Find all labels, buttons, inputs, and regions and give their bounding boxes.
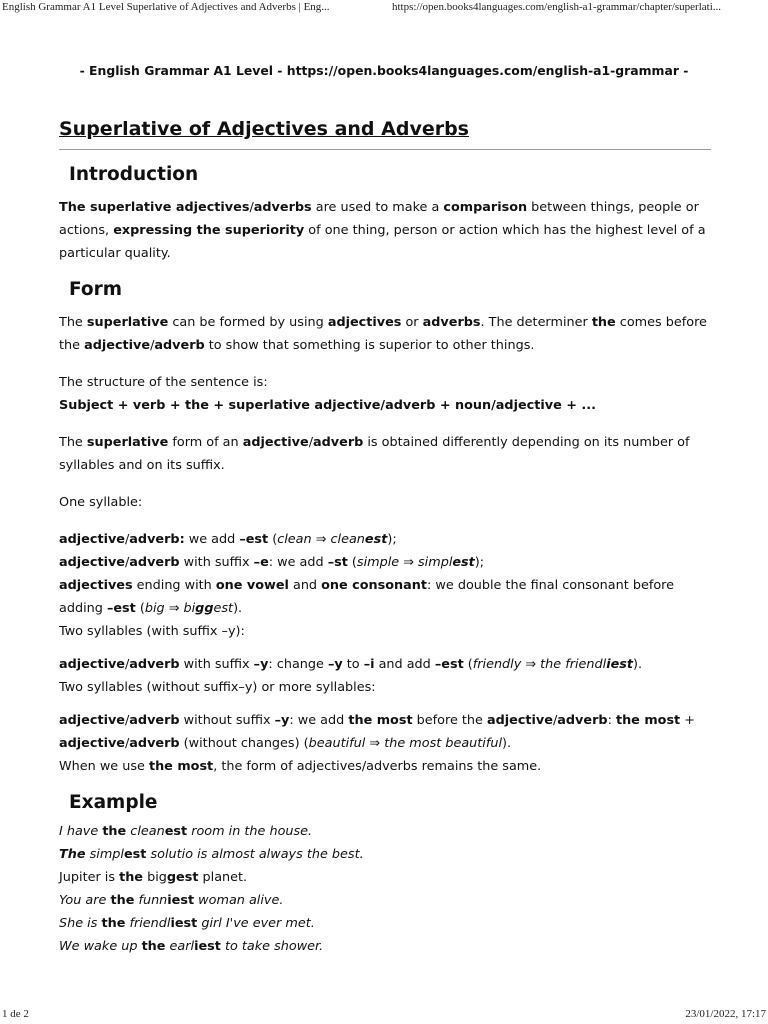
text-italic: girl I've ever met. [197, 916, 315, 931]
text-bold: –e [253, 555, 269, 570]
text-bold: The [59, 847, 86, 862]
text-italic: to take shower. [220, 939, 324, 954]
page-number: 1 de 2 [2, 1008, 29, 1020]
text: ). [502, 736, 512, 751]
text-italic: simpl [85, 847, 124, 862]
text-italic: I have [59, 824, 103, 839]
text: ( [268, 532, 278, 547]
text: with suffix [179, 555, 254, 570]
two-syllables-y-label: Two syllables (with suffix –y): [59, 624, 245, 639]
text: / [124, 555, 130, 570]
text-italic: friendl [125, 916, 171, 931]
text: before the [412, 713, 487, 728]
text-bold: adjective [59, 532, 125, 547]
text-italic: friendly ⇒ the friendl [472, 657, 607, 672]
example-heading: Example [69, 792, 158, 813]
text-bold: one vowel [215, 578, 289, 593]
text-bold-italic: est [452, 555, 475, 570]
text-bold: adjective [242, 435, 309, 450]
example-sentence [59, 866, 711, 889]
text-bold: adjective [59, 736, 125, 751]
text-italic: funn [134, 893, 168, 908]
text: : we add [268, 555, 328, 570]
text: / [124, 736, 130, 751]
rule-one-syllable [59, 528, 711, 551]
print-header-title: English Grammar A1 Level Superlative of Adjectives and Adverbs | Eng... [2, 1, 330, 13]
text-bold: –y [327, 657, 343, 672]
text-bold: adjectives [327, 315, 402, 330]
text-bold: adverbs [253, 200, 312, 215]
text-bold: –est [434, 657, 464, 672]
introduction-paragraph [59, 196, 711, 265]
text-bold: adverb [129, 555, 180, 570]
text: without suffix [179, 713, 275, 728]
text-bold: the [591, 315, 616, 330]
rule-the-most [59, 709, 711, 755]
structure-intro: The structure of the sentence is: [59, 375, 268, 390]
text: of one thing, person or action which has the highest level of a particular quality. [59, 223, 706, 261]
text-bold: est [123, 847, 147, 862]
text-italic: She is [59, 916, 102, 931]
structure-text: Subject + verb + the + superlative adjective/adverb + noun/adjective + ... [59, 398, 596, 413]
rule-vowel-consonant [59, 574, 711, 620]
the-most-note [59, 755, 711, 778]
text-bold: –st [327, 555, 348, 570]
example-sentence [59, 820, 711, 843]
page-title: Superlative of Adjectives and Adverbs [59, 117, 711, 150]
text: with suffix [179, 657, 254, 672]
print-header [0, 0, 768, 18]
text-bold-italic: est [364, 532, 388, 547]
text-italic: beautiful ⇒ the most beautiful [308, 736, 503, 751]
text: ( [135, 601, 145, 616]
text: ). [633, 657, 643, 672]
text-bold: one consonant [321, 578, 428, 593]
text-italic: simple ⇒ simpl [356, 555, 453, 570]
text-italic: You are [59, 893, 111, 908]
one-syllable-label: One syllable: [59, 495, 143, 510]
text-bold: adverb [129, 657, 180, 672]
text: / [124, 532, 130, 547]
text: (without changes) ( [179, 736, 309, 751]
text-bold: the [110, 893, 135, 908]
text-bold: adjective [84, 338, 151, 353]
text-bold: adverb: [129, 532, 185, 547]
text-bold: adjective [486, 713, 553, 728]
text: / [552, 713, 558, 728]
example-sentence [59, 889, 711, 912]
text-italic: We wake up [59, 939, 142, 954]
text: / [308, 435, 314, 450]
text-bold: iest [167, 893, 195, 908]
text-bold: expressing the superiority [113, 223, 305, 238]
text: ( [347, 555, 357, 570]
text-italic: clean [126, 824, 165, 839]
text: big [143, 870, 167, 885]
text: ). [233, 601, 243, 616]
text-italic: est [213, 601, 234, 616]
page-content [59, 117, 711, 958]
text: and add [374, 657, 435, 672]
print-datetime: 23/01/2022, 17:17 [685, 1008, 766, 1020]
text-bold: –est [106, 601, 136, 616]
text-italic: room in the house. [187, 824, 313, 839]
text-bold-italic: iest [606, 657, 634, 672]
text-bold: adverb [129, 736, 180, 751]
text: planet. [198, 870, 248, 885]
two-syllables-no-y-label: Two syllables (without suffix–y) or more syllables: [59, 680, 376, 695]
text-bold: superlative [86, 315, 169, 330]
text: or [401, 315, 423, 330]
text: / [124, 713, 130, 728]
text: Jupiter is [59, 870, 120, 885]
text-bold-italic: gg [195, 601, 214, 616]
text: ( [463, 657, 473, 672]
text: comes before the [59, 315, 707, 353]
text-italic: big ⇒ bi [144, 601, 196, 616]
text: are used to make a [311, 200, 444, 215]
text-bold: –y [274, 713, 290, 728]
rule-suffix-e [59, 551, 711, 574]
suffix-paragraph [59, 431, 711, 477]
example-sentence [59, 935, 711, 958]
text-bold: gest [166, 870, 199, 885]
text-bold: the most [348, 713, 413, 728]
text: can be formed by using [168, 315, 328, 330]
text: we add [184, 532, 240, 547]
text-bold: est [164, 824, 188, 839]
text-bold: the most [148, 759, 214, 774]
running-head: - English Grammar A1 Level - https://open.books4languages.com/english-a1-grammar - [79, 63, 689, 78]
text-bold: the [101, 916, 126, 931]
text-italic: solutio is almost always the best. [146, 847, 364, 862]
text-bold: adjectives [59, 578, 133, 593]
text: / [150, 338, 155, 353]
text-italic: clean ⇒ clean [277, 532, 365, 547]
text-bold: adverb [313, 435, 364, 450]
text-bold: adverb [129, 713, 180, 728]
text-bold: adverb [154, 338, 205, 353]
text: / [124, 657, 130, 672]
text-bold: the [102, 824, 127, 839]
text: : we double the final consonant before adding [59, 578, 675, 616]
text-bold: –y [253, 657, 269, 672]
text: When we use [59, 759, 149, 774]
text-bold: adverbs [422, 315, 481, 330]
text: . The determiner [480, 315, 592, 330]
text-bold: –est [239, 532, 269, 547]
text: + [680, 713, 695, 728]
structure-formula [59, 394, 711, 417]
text: form of an [168, 435, 243, 450]
example-sentence [59, 912, 711, 935]
text: ); [474, 555, 485, 570]
text-bold: the [141, 939, 166, 954]
rule-suffix-y [59, 653, 711, 676]
form-heading: Form [69, 279, 122, 300]
text-bold: –i [363, 657, 375, 672]
print-footer [0, 1008, 768, 1024]
print-header-url: https://open.books4languages.com/english-a1-grammar/chapter/superlati... [392, 1, 721, 13]
text-bold: iest [170, 916, 198, 931]
text: and [288, 578, 322, 593]
text-italic: earl [165, 939, 195, 954]
text-bold: the most [615, 713, 681, 728]
text: , the form of adjectives/adverbs remains the same. [213, 759, 542, 774]
text-bold: iest [194, 939, 221, 954]
text-bold: The superlative adjectives [59, 200, 250, 215]
text-bold: superlative [86, 435, 169, 450]
form-paragraph [59, 311, 711, 357]
text-bold: adjective [59, 555, 125, 570]
text-bold: adjective [59, 713, 125, 728]
text: is obtained differently depending on its number of syllables and on its suffix. [59, 435, 690, 473]
text: ending with [132, 578, 216, 593]
text: / [249, 200, 254, 215]
text: The [59, 435, 87, 450]
text: : change [268, 657, 328, 672]
text: to [342, 657, 364, 672]
text-bold: adverb [557, 713, 608, 728]
text: : we add [289, 713, 349, 728]
text-bold: the [119, 870, 143, 885]
text-bold: adjective [59, 657, 125, 672]
text: ); [387, 532, 397, 547]
text: between things, people or actions, [59, 200, 699, 238]
example-sentence [59, 843, 711, 866]
text-bold: comparison [443, 200, 528, 215]
text: to show that something is superior to other things. [204, 338, 535, 353]
introduction-heading: Introduction [69, 164, 199, 185]
text: : [607, 713, 616, 728]
text-italic: woman alive. [194, 893, 284, 908]
text: The [59, 315, 87, 330]
